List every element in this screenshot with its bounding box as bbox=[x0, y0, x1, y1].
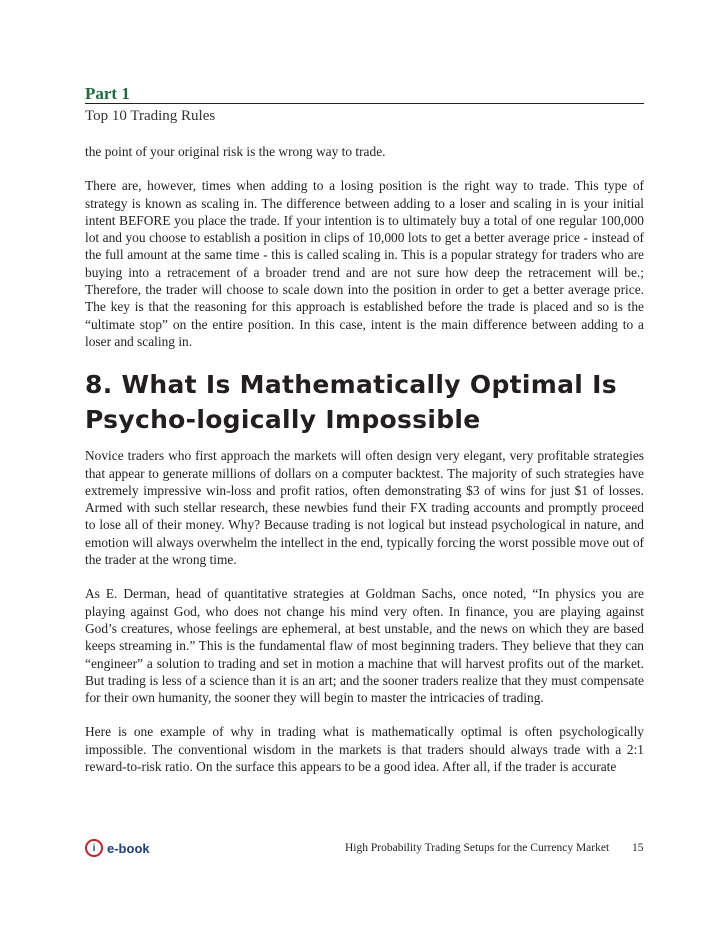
ebook-logo-icon: i bbox=[85, 839, 103, 857]
section-subtitle: Top 10 Trading Rules bbox=[85, 108, 216, 124]
part-label: Part 1 bbox=[85, 84, 130, 103]
paragraph: There are, however, times when adding to a losing position is the right way to trade. This type of strategy is known as scaling in. The difference between adding to a loser and scaling in is your initial intent BEFORE you place the trade. If your intention is to ultimately buy a total of one regular 100,000 lot and you choose to establish a position in clips of 10,000 lots to get a better average price - instead of the full amount at the same time - this is called scaling in. This is a popular strategy for traders who are buying into a retracement of a broader trend and are not sure how deep the retracement will be.; Therefore, the trader will choose to scale down into the position in order to get a better average price. The key is that the reasoning for this approach is established before the trade is placed and so is the “ultimate stop” on the entire position. In this case, intent is the main difference between adding to a loser and scaling in. bbox=[85, 178, 644, 349]
page-number: 15 bbox=[632, 842, 644, 854]
paragraph: the point of your original risk is the wrong way to trade. bbox=[85, 144, 386, 159]
section-heading: 8. What Is Mathematically Optimal Is Psycho-logically Impossible bbox=[85, 370, 617, 435]
ebook-logo-text: e-book bbox=[107, 840, 150, 856]
footer-book-title: High Probability Trading Setups for the Currency Market bbox=[345, 842, 610, 854]
header-divider bbox=[85, 103, 644, 104]
ebook-logo bbox=[85, 839, 150, 857]
paragraph: Novice traders who first approach the markets will often design very elegant, very profitable strategies that appear to generate millions of dollars on a computer backtest. The majority of such strategies have extremely impressive win-loss and profit ratios, often demonstrating $3 of wins for just $1 of losses. Armed with such stellar research, these newbies fund their FX trading accounts and promptly proceed to lose all of their money. Why? Because trading is not logical but instead psychological in nature, and emotion will always overwhelm the intellect in the end, typically forcing the worst possible move out of the trader at the wrong time. bbox=[85, 448, 644, 568]
paragraph: As E. Derman, head of quantitative strategies at Goldman Sachs, once noted, “In physics you are playing against God, who does not change his mind very often. In finance, you are playing against God’s creatures, whose feelings are ephemeral, at best unstable, and the news on which they are based keeps streaming in.” This is the fundamental flaw of most beginning traders. They believe that they can “engineer” a solution to trading and set in motion a machine that will harvest profits out of the market. But trading is less of a science than it is an art; and the sooner traders realize that they must compensate for their own humanity, the sooner they will begin to master the intricacies of trading. bbox=[85, 586, 644, 706]
paragraph: Here is one example of why in trading what is mathematically optimal is often psychologically impossible. The conventional wisdom in the markets is that traders should always trade with a 2:1 reward-to-risk ratio. On the surface this appears to be a good idea. After all, if the trader is accurate bbox=[85, 724, 644, 775]
page-body bbox=[85, 143, 644, 792]
